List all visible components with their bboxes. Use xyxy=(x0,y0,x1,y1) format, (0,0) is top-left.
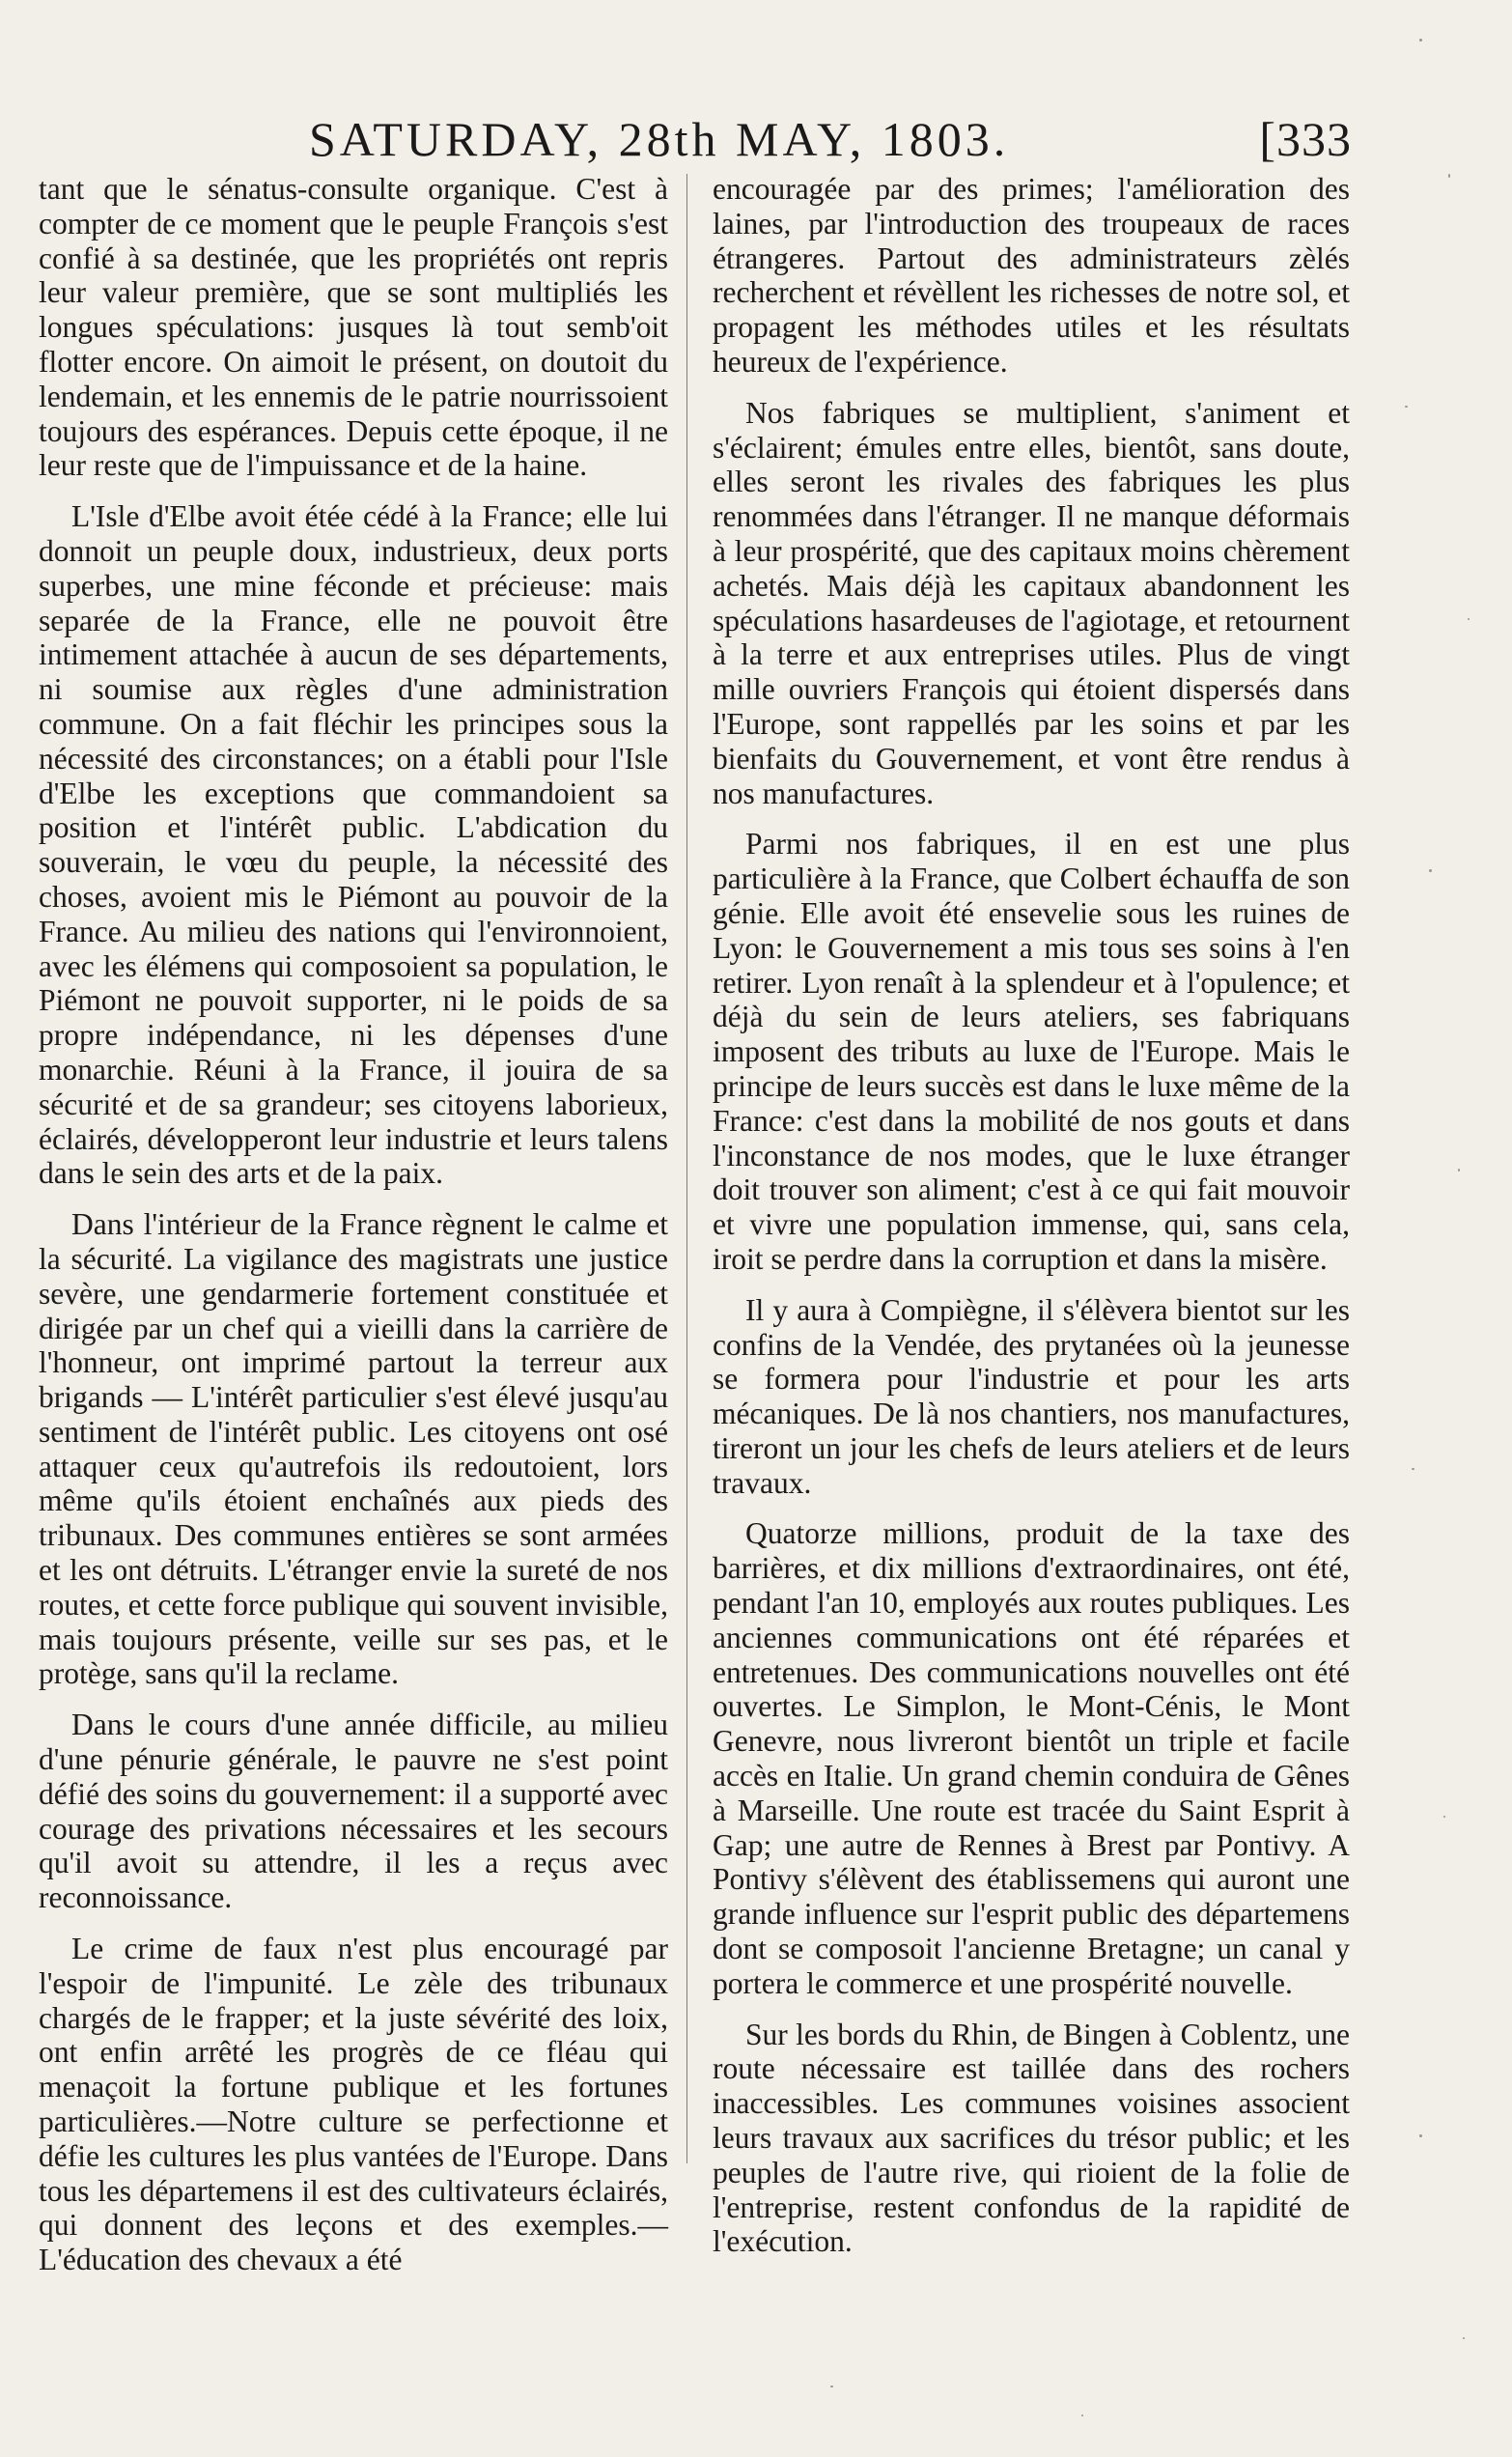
speck xyxy=(1419,39,1422,42)
speck xyxy=(1458,1169,1460,1172)
paragraph: Quatorze millions, produit de la taxe des barrières, et dix millions d'extraordinaires, ont été, pendant l'an 10, employés aux routes publiques. Les anciennes communications ont été réparées et entretenues. Des communications nouvelles ont été ouvertes. Le Simplon, le Mont-Cénis, le Mont Genevre, nous livreront bientôt un triple et facile accès en Italie. Un grand chemin conduira de Gênes à Marseille. Une route est tracée du Saint Esprit à Gap; une autre de Rennes à Brest par Pontivy. A Pontivy s'élèvent des établissemens qui auront une grande influence sur l'esprit public des départemens dont se composoit l'ancienne Bretagne; un canal y portera le commerce et une prospérité nouvelle. xyxy=(713,1516,1350,2000)
paragraph: Nos fabriques se multiplient, s'animent et s'éclairent; émules entre elles, bientôt, sans doute, elles seront les rivales des fabriques les plus renommées dans l'étranger. Il ne manque déformais à leur prospérité, que des capitaux moins chèrement achetés. Mais déjà les capitaux abandonnent les spéculations hasardeuses de l'agiotage, et retournent à la terre et aux entreprises utiles. Plus de vingt mille ouvriers François qui étoient dispersés dans l'Europe, sont rappellés par les soins et par les bienfaits du Gouvernement, et vont être rendus à nos manufactures. xyxy=(713,395,1350,810)
speck xyxy=(1419,2134,1422,2137)
page-header xyxy=(309,108,1352,170)
paragraph: encouragée par des primes; l'amélioration des laines, par l'introduction des troupeaux de races étrangeres. Partout des administrateurs zèlés recherchent et révèllent les richesses de notre sol, et propagent les méthodes utiles et les résultats heureux de l'expérience. xyxy=(713,172,1350,379)
speck xyxy=(1429,869,1432,872)
speck xyxy=(1081,2415,1083,2416)
paragraph: tant que le sénatus-consulte organique. C'est à compter de ce moment que le peuple François s'est confié à sa destinée, que les propriétés ont repris leur valeur première, que se sont multipliés les longues spéculations: jusques là tout semb'oit flotter encore. On aimoit le présent, on doutoit du lendemain, et les ennemis de le patrie nourrissoient toujours des espérances. Depuis cette époque, il ne leur reste que de l'impuissance et de la haine. xyxy=(39,172,668,483)
speck xyxy=(1463,2337,1465,2339)
paragraph: Parmi nos fabriques, il en est une plus particulière à la France, que Colbert échauffa de son génie. Elle avoit été ensevelie sous les ruines de Lyon: le Gouvernement a mis tous ses soins à l'en retirer. Lyon renaît à la splendeur et à l'opulence; et déjà du sein de leurs ateliers, ses fabriquans imposent des tributs au luxe de l'Europe. Mais le principe de leurs succès est dans le luxe même de la France: c'est dans la mobilité de nos gouts et dans l'inconstance de nos modes, que le luxe étranger doit trouver son aliment; c'est à ce qui fait mouvoir et vivre une population immense, qui, sans cela, iroit se perdre dans la corruption et dans la misère. xyxy=(713,827,1350,1276)
page-number: [333 xyxy=(1259,112,1352,166)
speck xyxy=(1412,1468,1414,1470)
column-divider xyxy=(686,174,687,2163)
speck xyxy=(830,2386,833,2387)
paragraph: Sur les bords du Rhin, de Bingen à Coblentz, une route nécessaire est taillée dans des rochers inaccessibles. Les communes voisines associent leurs travaux aux sacrifices du trésor public; et les peuples de l'autre rive, qui rioient de la folie de l'entreprise, restent confondus de la rapidité de l'exécution. xyxy=(713,2017,1350,2259)
paragraph: Le crime de faux n'est plus encouragé par l'espoir de l'impunité. Le zèle des tribunaux chargés de le frapper; et la juste sévérité des loix, ont enfin arrêté les progrès de ce fléau qui menaçoit la fortune publique et les fortunes particulières.—Notre culture se perfectionne et défie les cultures les plus vantées de l'Europe. Dans tous les départemens il est des cultivateurs éclairés, qui donnent des leçons et des exemples.—L'éducation des chevaux a été xyxy=(39,1932,668,2277)
right-column xyxy=(713,172,1350,2268)
left-column xyxy=(39,172,668,2277)
paragraph: Il y aura à Compiègne, il s'élèvera bientot sur les confins de la Vendée, des prytanées où la jeunesse se formera pour l'industrie et pour les arts mécaniques. De là nos chantiers, nos manufactures, tireront un jour les chefs de leurs ateliers et de leurs travaux. xyxy=(713,1292,1350,1500)
paragraph: Dans l'intérieur de la France règnent le calme et la sécurité. La vigilance des magistrats une justice sevère, une gendarmerie fortement constituée et dirigée par un chef qui a vieilli dans la carrière de l'honneur, ont imprimé partout la terreur aux brigands — L'intérêt particulier s'est élevé jusqu'au sentiment de l'intérêt public. Les citoyens ont osé attaquer ceux qu'autrefois ils redoutoient, lors même qu'ils étoient enchaînés aux pieds des tribunaux. Des communes entières se sont armées et les ont détruits. L'étranger envie la sureté de nos routes, et cette force publique qui souvent invisible, mais toujours présente, veille sur ses pas, et le protège, sans qu'il la reclame. xyxy=(39,1207,668,1691)
page-title: SATURDAY, 28th MAY, 1803. xyxy=(309,112,1010,166)
speck xyxy=(1443,1816,1445,1818)
speck xyxy=(1405,406,1408,408)
speck xyxy=(1448,174,1450,178)
paragraph: L'Isle d'Elbe avoit étée cédé à la France; elle lui donnoit un peuple doux, industrieux, deux ports superbes, une mine féconde et précieuse: mais separée de la France, elle ne pouvoit être intimement attachée à aucun de ses départements, ni soumise aux règles d'une administration commune. On a fait fléchir les principes sous la nécessité des circonstances; on a établi pour l'Isle d'Elbe les exceptions que commandoient sa position et l'intérêt public. L'abdication du souverain, le vœu du peuple, la nécessité des choses, avoient mis le Piémont au pouvoir de la France. Au milieu des nations qui l'environnoient, avec les élémens qui composoient sa population, le Piémont ne pouvoit supporter, ni le poids de sa propre indépendance, ni les dépenses d'une monarchie. Réuni à la France, il jouira de sa sécurité et de sa grandeur; ses citoyens laborieux, éclairés, développeront leur industrie et leurs talens dans le sein des arts et de la paix. xyxy=(39,499,668,1191)
paragraph: Dans le cours d'une année difficile, au milieu d'une pénurie générale, le pauvre ne s'est point défié des soins du gouvernement: il a supporté avec courage des privations nécessaires et les secours qu'il avoit su attendre, il les a reçus avec reconnoissance. xyxy=(39,1708,668,1915)
speck xyxy=(1468,618,1470,620)
